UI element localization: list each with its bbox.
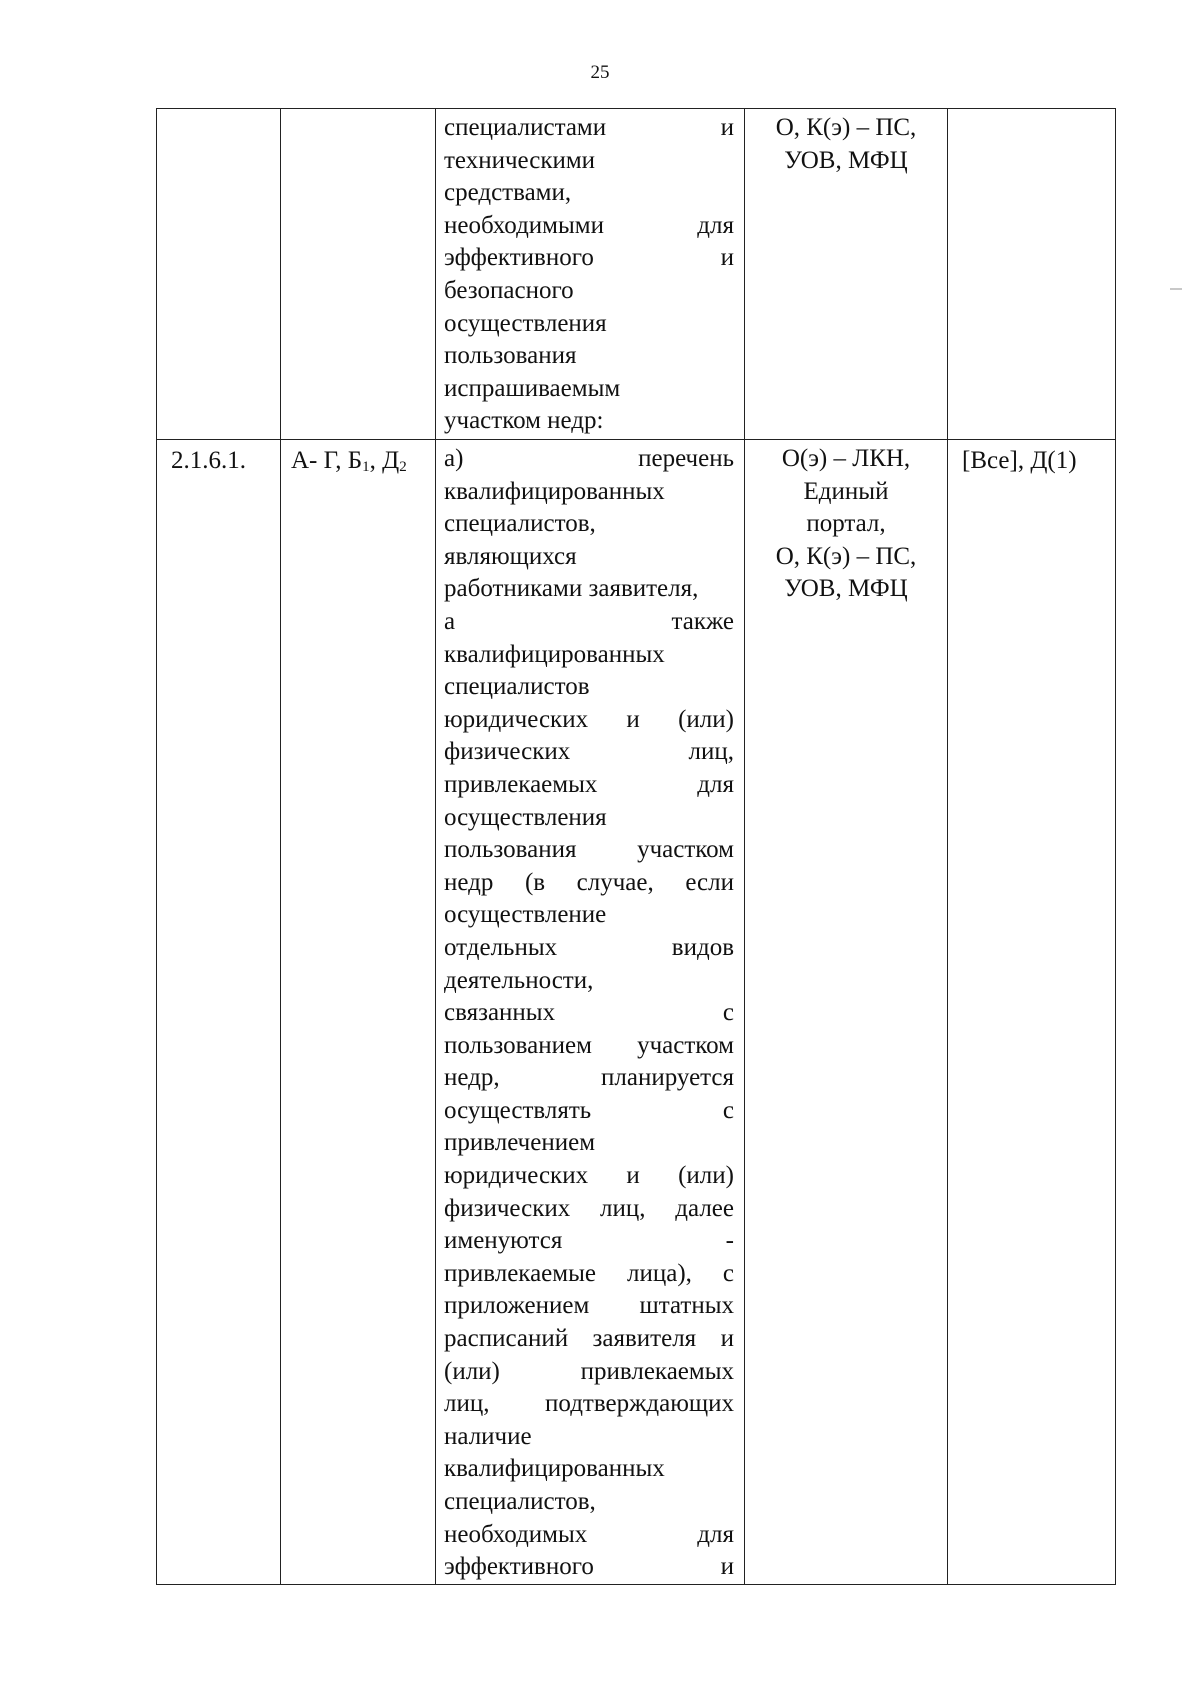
category-part: А- Г, Б <box>291 447 363 474</box>
text-line: недр, планируется <box>444 1064 734 1092</box>
text-line: юридических и (или) <box>444 705 734 733</box>
text-line: являющихся <box>444 542 577 570</box>
source-line: О, К(э) – ПС, <box>775 114 917 141</box>
table-row <box>157 440 1116 1585</box>
text-line: эффективного и <box>444 1553 734 1581</box>
source-line: УОВ, МФЦ <box>784 575 908 603</box>
text-line: работниками заявителя, <box>444 575 699 603</box>
text-line: приложением штатных <box>444 1292 734 1320</box>
source-line: портал, <box>806 510 886 538</box>
requirements-table <box>156 108 1116 1585</box>
text-line: (или) привлекаемых <box>444 1357 734 1385</box>
item-number-cell: 2.1.6.1. <box>157 440 281 1585</box>
text-line: наличие <box>444 1422 532 1450</box>
text-line: а) перечень <box>444 445 734 472</box>
text-line: специалистами и <box>444 114 734 141</box>
text-line: квалифицированных <box>444 477 665 505</box>
text-line: квалифицированных <box>444 1455 665 1483</box>
table-row <box>157 109 1116 440</box>
source-line: О, К(э) – ПС, <box>775 542 917 570</box>
text-line: привлечением <box>444 1129 596 1157</box>
category-subscript: 1 <box>362 459 370 475</box>
text-line: испрашиваемым <box>444 374 621 402</box>
text-line: пользованием участком <box>444 1031 734 1059</box>
source-line: Единый <box>803 477 889 505</box>
page-number: 25 <box>590 62 610 83</box>
text-line: а также <box>444 607 734 635</box>
scan-artifact <box>1170 288 1182 290</box>
text-line: квалифицированных <box>444 640 665 668</box>
text-line: пользования участком <box>444 836 734 864</box>
requirement-text-cell <box>436 109 745 440</box>
text-line: эффективного и <box>444 244 734 272</box>
text-line: привлекаемые лица), с <box>444 1259 734 1287</box>
text-line: недр (в случае, если <box>444 868 734 896</box>
text-line: лиц, подтверждающих <box>444 1390 734 1418</box>
submission-method-cell <box>745 109 948 440</box>
text-line: безопасного <box>444 276 574 304</box>
text-line: отдельных видов <box>444 933 734 961</box>
text-line: именуются - <box>444 1227 734 1255</box>
text-line: физических лиц, далее <box>444 1194 734 1222</box>
source-line: УОВ, МФЦ <box>784 146 908 174</box>
text-line: связанных с <box>444 999 734 1027</box>
text-line: необходимыми для <box>444 211 734 239</box>
category-cell <box>281 440 436 1585</box>
category-subscript: 2 <box>399 459 407 475</box>
text-line: специалистов, <box>444 510 596 538</box>
text-line: деятельности, <box>444 966 594 994</box>
text-line: специалистов, <box>444 1488 596 1515</box>
text-line: средствами, <box>444 179 572 207</box>
applicability-cell: [Все], Д(1) <box>948 440 1116 1585</box>
item-number-cell <box>157 109 281 440</box>
text-line: участком недр: <box>444 407 604 435</box>
applicability-cell <box>948 109 1116 440</box>
text-line: привлекаемых для <box>444 770 734 798</box>
category-part: , Д <box>369 447 400 474</box>
text-line: пользования <box>444 342 577 370</box>
text-line: техническими <box>444 146 596 174</box>
text-line: осуществления <box>444 309 607 337</box>
text-line: расписаний заявителя и <box>444 1325 734 1353</box>
source-line: О(э) – ЛКН, <box>781 445 911 472</box>
submission-method-cell <box>745 440 948 1585</box>
text-line: осуществлять с <box>444 1096 734 1124</box>
text-line: необходимых для <box>444 1520 734 1548</box>
text-line: физических лиц, <box>444 738 734 766</box>
requirement-text-cell <box>436 440 745 1585</box>
text-line: осуществления <box>444 803 607 831</box>
text-line: специалистов <box>444 673 590 701</box>
category-cell <box>281 109 436 440</box>
text-line: юридических и (или) <box>444 1162 734 1190</box>
text-line: осуществление <box>444 901 607 929</box>
